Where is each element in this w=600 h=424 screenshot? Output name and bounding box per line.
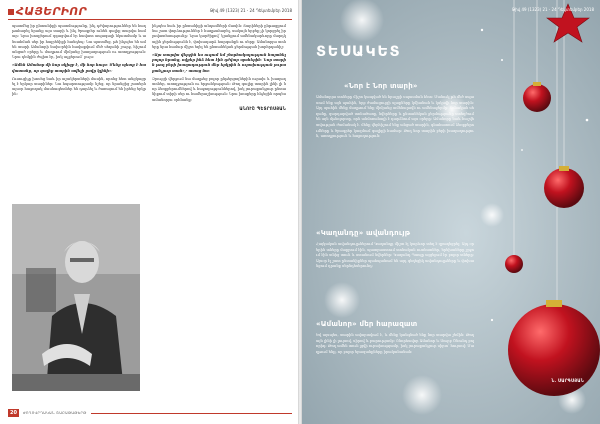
bokeh-light [340,0,384,42]
ornament-cap [559,166,569,171]
col1-paragraph-3: Ուսուցիչը խոսեց նաև իր աշակերտների մասին, որոնց հետ անցկացրել է երկար տարիներ։ Նա հպարտությամբ նշեց, որ նրանցից շատերն այսօր հաջողակ մասնագետներ են դարձել և ծառայում են իրենց երկրին։ [12,76,146,97]
col1-paragraph-1: պատմեց իր ընտանիքի պատմությունը, ինչ դժվարություններ են հաղթահարել նրանք այս տարի և ինչ ծրագրեր ունեն գալիք տարվա համար։ Նրա խոսքերում զգացվում էր հավատ ապագայի նկատմամբ և անսահման սեր իր հայրենիքի հանդեպ։ Նա պատմեց, թե ինչպես են ամեն տարի Ամանորի նախօրեին հավաքվում մեծ սեղանի շուրջ, հիշում անցած օրերը և մաղթում միմյանց խաղաղություն ու առողջություն։ Նրա դեմքին ժպիտ էր, իսկ աչքերում՝ լույս։ [12,24,146,60]
page-title: ՏԵՍԱԿԵՏ [316,44,402,60]
section-1-text: Ամանորյա տոները միշտ կապված են հրաշքի սպասման հետ։ Մանուկ թե մեծ սպասում ենք այն պահին, երբ ժամացույցի սլաքները կմիանան և կսկսվի նոր տարին։ Այդ պահին մենք մաղթում ենք միմյանց ամենալավն ու ամենաջերմը։ Տոնական սեղանը, զարդարված տոնածառը, նվերները և ընտանեկան ջերմությունը ստեղծում են այն մթնոլորտը, որն անմոռանալի է դարձնում այս օրերը։ Ամանորը նաև հաշվետվության ժամանակ է. մենք վերհիշում ենք անցած տարին, գնահատում ձեռքբերումները և ծրագրեր կազմում գալիքի համար։ Թող նոր տարին բերի խաղաղություն, առողջություն և հաջողություն։ [316,95,474,139]
section-1-heading: «Նոր է Նոր տարի» [344,82,418,90]
footer-text: ԺՈՂՈՎՐԴԱԿԱՆ ՇԱԲԱԹԱԹԵՐԹ [22,411,87,415]
col2-quote: «Այս տարվա վերջին ես ուզում եմ շնորհակալություն հայտնել բոլոր նրանց, ովքեր ինձ հետ էին դժվար պահերին։ Նոր տարին թող բերի խաղաղություն մեր երկրին և ուրախություն յուրաքանչյուր տան»,- ասաց նա։ [152,53,286,73]
snowflake-icon [501,59,503,61]
right-page [302,0,600,424]
publication-logo [8,5,87,18]
header-rule [8,19,292,20]
ornament-cap [533,82,541,86]
right-author-signature: Ն. ՍԱՐԳՍՅԱՆ [551,378,584,383]
ornament-cap [546,300,562,307]
ornament-ball-icon [505,255,523,273]
column-2 [152,24,286,111]
logo-text: ՀԱՅԵՐԻՈՐ [16,5,87,18]
snowflake-icon [521,149,523,151]
bokeh-light [402,375,442,415]
section-3-body [316,333,474,375]
col1-quote: «Ամեն Ամանոր մի նոր սկիզբ է, մի նոր հույս։ Մենք պետք է հավատանք, որ գալիք տարին ավելի լավը կլինի»։ [12,63,146,73]
section-3-heading: «Ամանոր» մեր հարազատ [316,320,418,328]
portrait-photo [12,204,140,391]
section-2-text: Հայկական ավանդույթներում Կաղանդը միշտ էլ կարևոր տեղ է զբաղեցրել։ Այդ օրերին տները մաքրում էին, պատրաստում տոնական ուտեստներ, երեխաները շրջում էին տնից տուն և ստանում նվերներ։ Կաղանդ Պապը այցելում էր բոլոր տները։ Այսօր էլ շատ ընտանիքներ պահպանում են այդ գեղեցիկ ավանդույթները և փոխանցում դրանք սերնդեսերունդ։ [316,242,474,269]
issue-line: Թիվ 49 (1323) 21 - 24 Դեկտեմբեր 2018 [209,8,292,13]
section-2-body [316,242,474,308]
left-footer [8,409,292,417]
left-page [0,0,298,424]
section-2-heading: «Կաղանդը» ավանդույթ [316,229,411,237]
footer-rule [91,413,292,414]
bokeh-light [480,203,504,227]
column-1 [12,24,146,98]
snowflake-icon [491,319,493,321]
section-1-body [316,95,474,225]
page-number: 20 [10,410,17,416]
right-issue-line: Թիվ 49 (1323) 21 - 24 Դեկտեմբեր 2018 [511,7,594,12]
snowflake-icon [586,119,589,122]
col2-paragraph-3: Զրույցի վերջում նա մաղթեց բոլոր ընթերցողներին ուրախ և խաղաղ տոներ, առողջություն ու երջանկություն։ Թող գալիք տարին լինի լի նոր ձեռքբերումներով և հաջողություններով, իսկ յուրաքանչյուր ընտանիքում տիրի սեր ու համերաշխություն։ Նրա խոսքերը հնչեցին որպես ամանորյա օրհնանք։ [152,76,286,102]
section-3-text: Եվ այսպես, տարին ավարտվում է, և մենք կանգնած ենք նոր տարվա շեմին։ Թող այն լինի լի լույսով, սիրով և բարությամբ։ Շնորհավոր Ամանոր և Սուրբ Ծնունդ բոլորիդ։ Թող ամեն տուն լցվի ուրախությամբ, իսկ յուրաքանչյուր սիրտ՝ հույսով։ Մաղթում ենք, որ բոլոր երազանքները իրականանան։ [316,333,474,354]
col2-paragraph-1: ինչպես նաև իր ընտանիքի անդամների մասին։ Տարիների ընթացքում նա շատ փորձություններ է հաղթահարել, սակայն երբեք չի կորցրել իր լավատեսությունը։ Նրա կարծիքով՝ կյանքում ամենակարևորը մարդկային ջերմությունն է, փոխադարձ հարգանքն ու սերը։ Ամանորյա տոները նրա համար միշտ եղել են ընտանեկան ջերմության խորհրդանիշ։ [152,24,286,49]
ornament-ball-icon [544,168,584,208]
snowflake-icon [481,29,483,31]
portrait-illustration [12,204,140,391]
ornament-ball-icon [523,84,551,112]
logo-square-icon [8,9,14,15]
author-signature: ԱՆՈՒՇ ՊԵՏՐՈՍՅԱՆ [239,105,286,111]
